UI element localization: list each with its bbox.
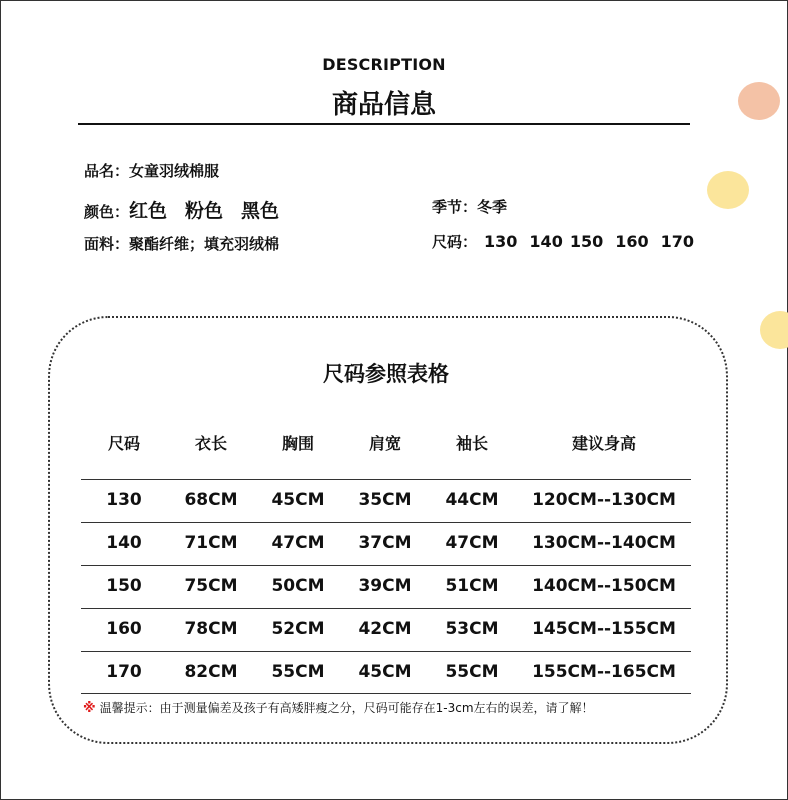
table-rule <box>81 565 691 566</box>
decor-dot-yellow <box>707 171 749 209</box>
table-cell: 155CM--165CM <box>532 662 676 682</box>
table-rule <box>81 522 691 523</box>
table-rule <box>81 651 691 652</box>
name-label: 品名： <box>84 162 130 180</box>
table-cell: 47CM <box>445 533 499 553</box>
col-header-size: 尺码 <box>107 434 141 453</box>
table-cell: 53CM <box>445 619 499 639</box>
table-cell: 35CM <box>358 490 412 510</box>
size-140: 140 <box>529 232 563 251</box>
table-cell: 120CM--130CM <box>532 490 676 510</box>
color-black: 黑色 <box>241 200 280 222</box>
size-table-title: 尺码参照表格 <box>323 362 449 386</box>
title-english: DESCRIPTION <box>322 55 446 74</box>
table-cell: 45CM <box>358 662 412 682</box>
table-rule <box>81 693 691 694</box>
table-cell: 39CM <box>358 576 412 596</box>
table-cell: 78CM <box>184 619 238 639</box>
info-material <box>84 233 279 254</box>
table-cell: 37CM <box>358 533 412 553</box>
table-cell: 44CM <box>445 490 499 510</box>
table-cell: 82CM <box>184 662 238 682</box>
info-colors <box>84 196 297 223</box>
color-pink: 粉色 <box>185 200 224 222</box>
table-cell: 140CM--150CM <box>532 576 676 596</box>
note-text: 温馨提示：由于测量偏差及孩子有高矮胖瘦之分，尺码可能存在1-3cm左右的误差，请了解！ <box>99 701 594 715</box>
material-label: 面料： <box>84 235 130 253</box>
table-cell: 42CM <box>358 619 412 639</box>
size-160: 160 <box>615 232 649 251</box>
table-cell: 50CM <box>271 576 325 596</box>
table-cell: 55CM <box>271 662 325 682</box>
material-value: 聚酯纤维；填充羽绒棉 <box>129 235 280 253</box>
title-divider <box>78 123 690 125</box>
table-cell: 160 <box>106 619 142 639</box>
table-cell: 55CM <box>445 662 499 682</box>
color-red: 红色 <box>129 200 168 222</box>
info-season <box>432 196 507 217</box>
col-header-height: 建议身高 <box>571 434 637 453</box>
size-label: 尺码： <box>432 233 478 251</box>
info-sizes <box>432 231 694 252</box>
season-value: 冬季 <box>477 198 508 216</box>
table-cell: 51CM <box>445 576 499 596</box>
table-cell: 68CM <box>184 490 238 510</box>
table-cell: 145CM--155CM <box>532 619 676 639</box>
table-cell: 130CM--140CM <box>532 533 676 553</box>
col-header-shoulder: 肩宽 <box>368 434 402 453</box>
note-mark-icon: ※ <box>83 701 96 716</box>
name-value: 女童羽绒棉服 <box>129 162 220 180</box>
table-rule <box>81 608 691 609</box>
title-chinese: 商品信息 <box>331 90 436 120</box>
table-cell: 140 <box>106 533 142 553</box>
table-rule <box>81 479 691 480</box>
col-header-sleeve: 袖长 <box>455 434 489 453</box>
size-170: 170 <box>660 232 695 251</box>
table-cell: 75CM <box>184 576 238 596</box>
table-cell: 52CM <box>271 619 325 639</box>
col-header-length: 衣长 <box>194 434 228 453</box>
table-cell: 47CM <box>271 533 325 553</box>
season-label: 季节： <box>432 198 478 216</box>
table-cell: 150 <box>106 576 142 596</box>
info-product-name <box>84 160 219 181</box>
size-150: 150 <box>569 232 604 251</box>
table-cell: 45CM <box>271 490 325 510</box>
table-cell: 71CM <box>184 533 238 553</box>
table-cell: 130 <box>106 490 142 510</box>
size-130: 130 <box>484 232 518 251</box>
size-note <box>83 699 594 716</box>
table-cell: 170 <box>106 662 142 682</box>
col-header-chest: 胸围 <box>281 434 315 453</box>
color-label: 颜色： <box>84 203 130 221</box>
